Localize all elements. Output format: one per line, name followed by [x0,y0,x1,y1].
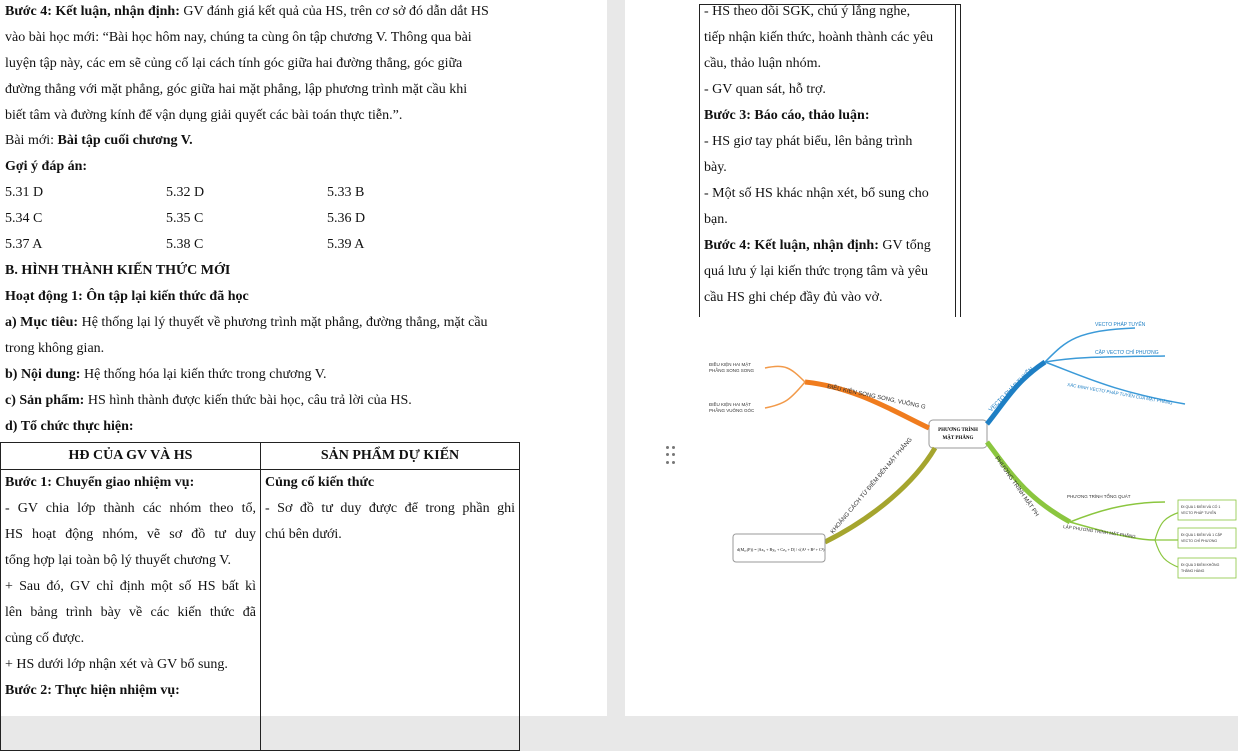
answer-item: 5.39 A [327,237,365,252]
cell-line: - Sơ đồ tư duy được để trong phần ghi [265,501,515,516]
goal-line: a) Mục tiêu: Hệ thống lại lý thuyết về phương trình mặt phẳng, đường thẳng, mặt cầu [5,315,488,330]
cell-line: tổng hợp lại toàn bộ lý thuyết chương V. [5,553,232,568]
mindmap-leaf: PHẲNG SONG SONG [709,368,755,373]
answer-item: 5.32 D [166,185,205,200]
doc-line: quá lưu ý lại kiến thức trọng tâm và yêu [704,264,928,279]
cell-line: lên bảng trình bày về các kiến thức đã [5,605,256,620]
mindmap-subleaf: ĐI QUA 3 ĐIỂM KHÔNG [1181,563,1220,567]
doc-line: Bài mới: Bài tập cuối chương V. [5,133,193,148]
mindmap-branch-label: VECTO PHÁP TUYẾN [988,366,1036,414]
mindmap-leaf: LẬP PHƯƠNG TRÌNH MẶT PHẲNG [1062,524,1137,540]
mindmap-center-box [929,420,987,448]
mindmap-connector [1155,540,1180,568]
activity-cell [1,470,261,751]
doc-line: - HS theo dõi SGK, chú ý lắng nghe, [704,4,911,19]
answer-item: 5.36 D [327,211,366,226]
doc-line: luyện tập này, các em sẽ củng cố lại cách tính góc giữa hai đường thẳng, góc giữa [5,56,463,71]
mindmap-subleaf: VECTO PHÁP TUYẾN [1181,511,1217,515]
doc-line: biết tâm và đường kính để vận dụng giải quyết các bài toán thực tiễn.”. [5,108,403,123]
mindmap-subleaf: ĐI QUA 1 ĐIỂM VÀ 1 CẶP [1181,533,1223,537]
activity-table [0,442,520,751]
mindmap-connector [1045,356,1165,362]
cell-line: HS hoạt động nhóm, vẽ sơ đồ tư duy [5,527,256,542]
mindmap-leaf: CẶP VECTƠ CHỈ PHƯƠNG [1095,350,1159,356]
mindmap-branch-label: ĐIỀU KIỆN SONG SONG, VUÔNG G [826,384,926,411]
mindmap-branch-label: KHOẢNG CÁCH TỪ ĐIỂM ĐẾN MẶT PHẲNG [829,437,914,536]
doc-line: Bước 4: Kết luận, nhận định: GV tổng [704,238,931,253]
mindmap-subleaf: VECTO CHỈ PHƯƠNG [1181,539,1218,543]
product-title: Củng cố kiến thức [265,475,375,490]
mindmap-subleaf: THẲNG HÀNG [1181,569,1205,573]
mindmap-subleaf-box [1178,528,1236,548]
section-heading: B. HÌNH THÀNH KIẾN THỨC MỚI [5,263,231,278]
answer-item: 5.38 C [166,237,204,252]
doc-line: Bước 4: Kết luận, nhận định: GV đánh giá kết quả của HS, trên cơ sở đó dẫn dắt HS [5,4,489,19]
cell-line: + HS dưới lớp nhận xét và GV bổ sung. [5,657,228,672]
mindmap-leaf: ĐIỀU KIỆN HAI MẶT [709,402,752,407]
left-document-page [0,0,607,716]
mindmap-leaf: PHẲNG VUÔNG GÓC [709,408,755,413]
cell-line: củng cố được. [5,631,85,646]
mindmap-connector [1070,502,1165,522]
mindmap-center-text: MẶT PHẲNG [942,436,974,441]
step-heading: Bước 1: Chuyển giao nhiệm vụ: [5,475,195,490]
product-cell [261,470,520,751]
step-heading: Bước 2: Thực hiện nhiệm vụ: [5,683,180,698]
doc-line: bày. [704,160,727,175]
mindmap-subleaf-box [1178,500,1236,520]
organization-heading: d) Tổ chức thực hiện: [5,419,134,434]
mindmap-connector [1155,512,1180,540]
answer-item: 5.37 A [5,237,43,252]
step-heading: Bước 3: Báo cáo, thảo luận: [704,108,870,123]
answer-item: 5.34 C [5,211,43,226]
answer-item: 5.33 B [327,185,365,200]
cell-line: chú bên dưới. [265,527,342,542]
answer-item: 5.31 D [5,185,44,200]
mindmap-branch-green [987,442,1070,522]
mindmap-leaf: PHƯƠNG TRÌNH TỔNG QUÁT [1067,494,1131,499]
mindmap-leaf: ĐIỀU KIỆN HAI MẶT [709,362,752,367]
table-cell-border [955,4,961,317]
mindmap-subleaf-box [1178,558,1236,578]
mindmap-connector [1045,362,1185,404]
doc-line: bạn. [704,212,728,227]
doc-line: - GV quan sát, hỗ trợ. [704,82,826,97]
table-header-product: SẢN PHẨM DỰ KIẾN [261,443,520,470]
doc-line: tiếp nhận kiến thức, hoành thành các yêu [704,30,934,45]
doc-line: - Một số HS khác nhận xét, bổ sung cho [704,186,929,201]
product-line: c) Sản phẩm: HS hình thành được kiến thức bài học, câu trả lời của HS. [5,393,412,408]
cell-line: - GV chia lớp thành các nhóm theo tổ, [5,501,256,516]
mindmap-diagram [695,312,1223,582]
doc-line: cầu, thảo luận nhóm. [704,56,822,71]
doc-line: - HS giơ tay phát biểu, lên bảng trình [704,134,913,149]
mindmap-formula: d(M₀,(P)) = |Ax₀ + By₀ + Cz₀ + D| / √(A² + B² + C²) [737,547,825,552]
table-header-activity: HĐ CỦA GV VÀ HS [1,443,261,470]
answers-heading: Gợi ý đáp án: [5,159,88,174]
mindmap-center-text: PHƯƠNG TRÌNH [938,428,978,433]
mindmap-branch-olive [825,448,935,542]
doc-line: vào bài học mới: “Bài học hôm nay, chúng ta cùng ôn tập chương V. Thông qua bài [5,30,472,45]
doc-line: đường thẳng với mặt phẳng, góc giữa hai mặt phẳng, lập phương trình mặt cầu khi [5,82,468,97]
mindmap-connector [765,382,805,408]
content-line: b) Nội dung: Hệ thống hóa lại kiến thức trong chương V. [5,367,327,382]
mindmap-subleaf: ĐI QUA 1 ĐIỂM VÀ CÓ 1 [1181,505,1221,509]
mindmap-branch-blue [987,362,1045,424]
drag-handle-icon[interactable] [666,446,676,466]
mindmap-leaf: XÁC ĐỊNH VECTƠ PHÁP TUYẾN CỦA MẶT PHẲNG [1066,382,1173,406]
goal-line-2: trong không gian. [5,341,105,356]
answer-item: 5.35 C [166,211,204,226]
doc-line: cầu HS ghi chép đầy đủ vào vở. [704,290,883,305]
activity-heading: Hoạt động 1: Ôn tập lại kiến thức đã học [5,289,249,304]
mindmap-branch-label: PHƯƠNG TRÌNH MẶT PH [993,455,1040,518]
mindmap-connector [765,366,805,382]
mindmap-leaf: VECTO PHÁP TUYẾN [1095,322,1146,328]
cell-line: + Sau đó, GV chỉ định một số HS bất kì [5,579,256,594]
